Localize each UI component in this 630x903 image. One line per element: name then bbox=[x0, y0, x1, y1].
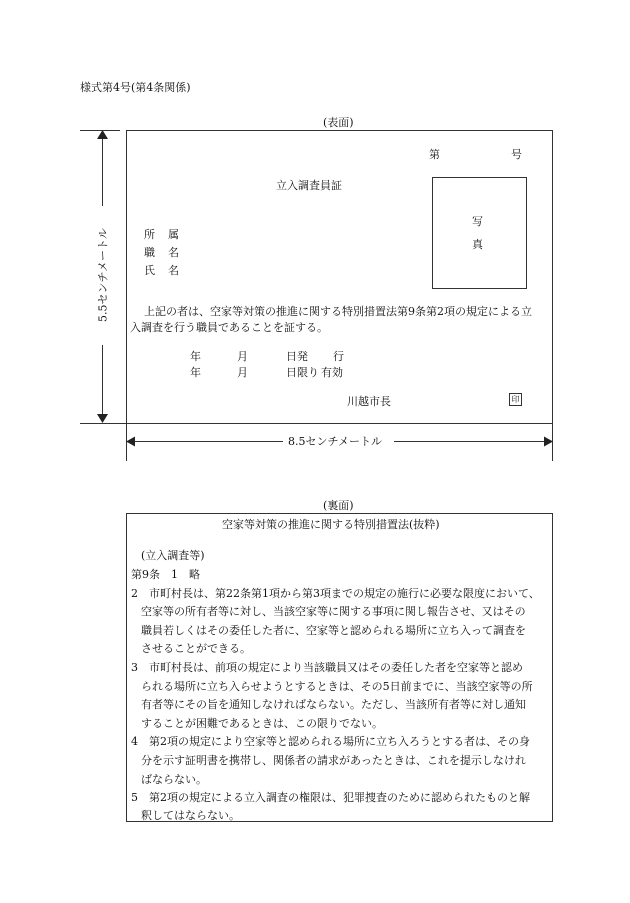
back-line-9: 有者等にその旨を通知しなければならない。ただし、当該所有者等に対し通知 bbox=[141, 698, 526, 711]
field-name-char-2: 名 bbox=[168, 264, 179, 277]
field-affiliation-char-1: 所 bbox=[144, 228, 155, 241]
back-line-2: 第9条 1 略 bbox=[131, 568, 200, 581]
width-dimension-label: 8.5センチメートル bbox=[288, 435, 383, 448]
back-line-3: 2 市町村長は、第22条第1項から第3項までの規定の施行に必要な限度において、 bbox=[131, 587, 540, 600]
field-position-char-2: 名 bbox=[168, 246, 179, 259]
statement-line-2: 入調査を行う職員であることを証する。 bbox=[130, 321, 328, 334]
width-dim-line-right bbox=[394, 441, 544, 442]
back-side-label: (裏面) bbox=[323, 499, 354, 512]
back-line-15: 釈してはならない。 bbox=[141, 809, 240, 822]
card-number-prefix: 第 bbox=[429, 148, 440, 161]
field-affiliation-char-2: 属 bbox=[168, 228, 179, 241]
issue-date-day: 日発 bbox=[286, 350, 308, 363]
width-dim-line-left bbox=[135, 441, 283, 442]
back-line-8: られる場所に立ち入らせようとするときは、その5日前までに、当該空家等の所 bbox=[141, 680, 533, 693]
back-line-13: ばならない。 bbox=[141, 773, 207, 786]
back-line-6: させることができる。 bbox=[141, 642, 251, 655]
photo-box bbox=[432, 177, 527, 289]
issue-date-year: 年 bbox=[190, 350, 201, 363]
back-line-5: 職員若しくはその委任した者に、空家等と認められる場所に立ち入って調査を bbox=[141, 624, 526, 637]
height-dim-bottom-extension bbox=[80, 423, 553, 424]
front-side-label: (表面) bbox=[323, 116, 354, 129]
form-number: 様式第4号(第4条関係) bbox=[80, 81, 191, 94]
height-dim-line-upper bbox=[102, 136, 103, 206]
expiry-date-month: 月 bbox=[237, 366, 248, 379]
photo-char-2: 真 bbox=[472, 238, 483, 251]
width-dim-arrow-right-icon bbox=[543, 436, 553, 447]
back-line-4: 空家等の所有者等に対し、当該空家等に関する事項に関し報告させ、又はその bbox=[141, 605, 526, 618]
card-number-suffix: 号 bbox=[511, 148, 522, 161]
issue-date-tail: 行 bbox=[333, 350, 344, 363]
expiry-date-day: 日限り bbox=[286, 366, 319, 379]
issue-date-month: 月 bbox=[237, 350, 248, 363]
seal-stamp-box bbox=[509, 393, 522, 406]
height-dimension-label: 5.5センチメートル bbox=[96, 227, 110, 323]
back-title: 空家等対策の推進に関する特別措置法(抜粋) bbox=[222, 518, 440, 531]
card-title: 立入調査員証 bbox=[276, 179, 342, 192]
back-line-11: 4 第2項の規定により空家等と認められる場所に立ち入ろうとする者は、その身 bbox=[131, 735, 530, 748]
width-dim-arrow-left-icon bbox=[126, 436, 136, 447]
back-line-12: 分を示す証明書を携帯し、関係者の請求があったときは、これを提示しなけれ bbox=[141, 754, 526, 767]
issuer-name: 川越市長 bbox=[347, 395, 391, 408]
height-dim-arrow-up-icon bbox=[96, 130, 109, 140]
height-dim-line-lower bbox=[102, 345, 103, 417]
field-position-char-1: 職 bbox=[144, 246, 155, 259]
back-line-10: することが困難であるときは、この限りでない。 bbox=[141, 717, 383, 730]
back-line-1: (立入調査等) bbox=[141, 549, 205, 562]
back-line-14: 5 第2項の規定による立入調査の権限は、犯罪捜査のために認められたものと解 bbox=[131, 791, 530, 804]
expiry-date-tail: 有効 bbox=[321, 366, 343, 379]
height-dim-arrow-down-icon bbox=[96, 413, 109, 423]
back-line-7: 3 市町村長は、前項の規定により当該職員又はその委任した者を空家等と認め bbox=[131, 661, 523, 674]
photo-char-1: 写 bbox=[472, 215, 483, 228]
statement-line-1: 上記の者は、空家等対策の推進に関する特別措置法第9条第2項の規定による立 bbox=[144, 305, 532, 318]
expiry-date-year: 年 bbox=[190, 366, 201, 379]
seal-char: 印 bbox=[511, 395, 520, 404]
field-name-char-1: 氏 bbox=[144, 264, 155, 277]
